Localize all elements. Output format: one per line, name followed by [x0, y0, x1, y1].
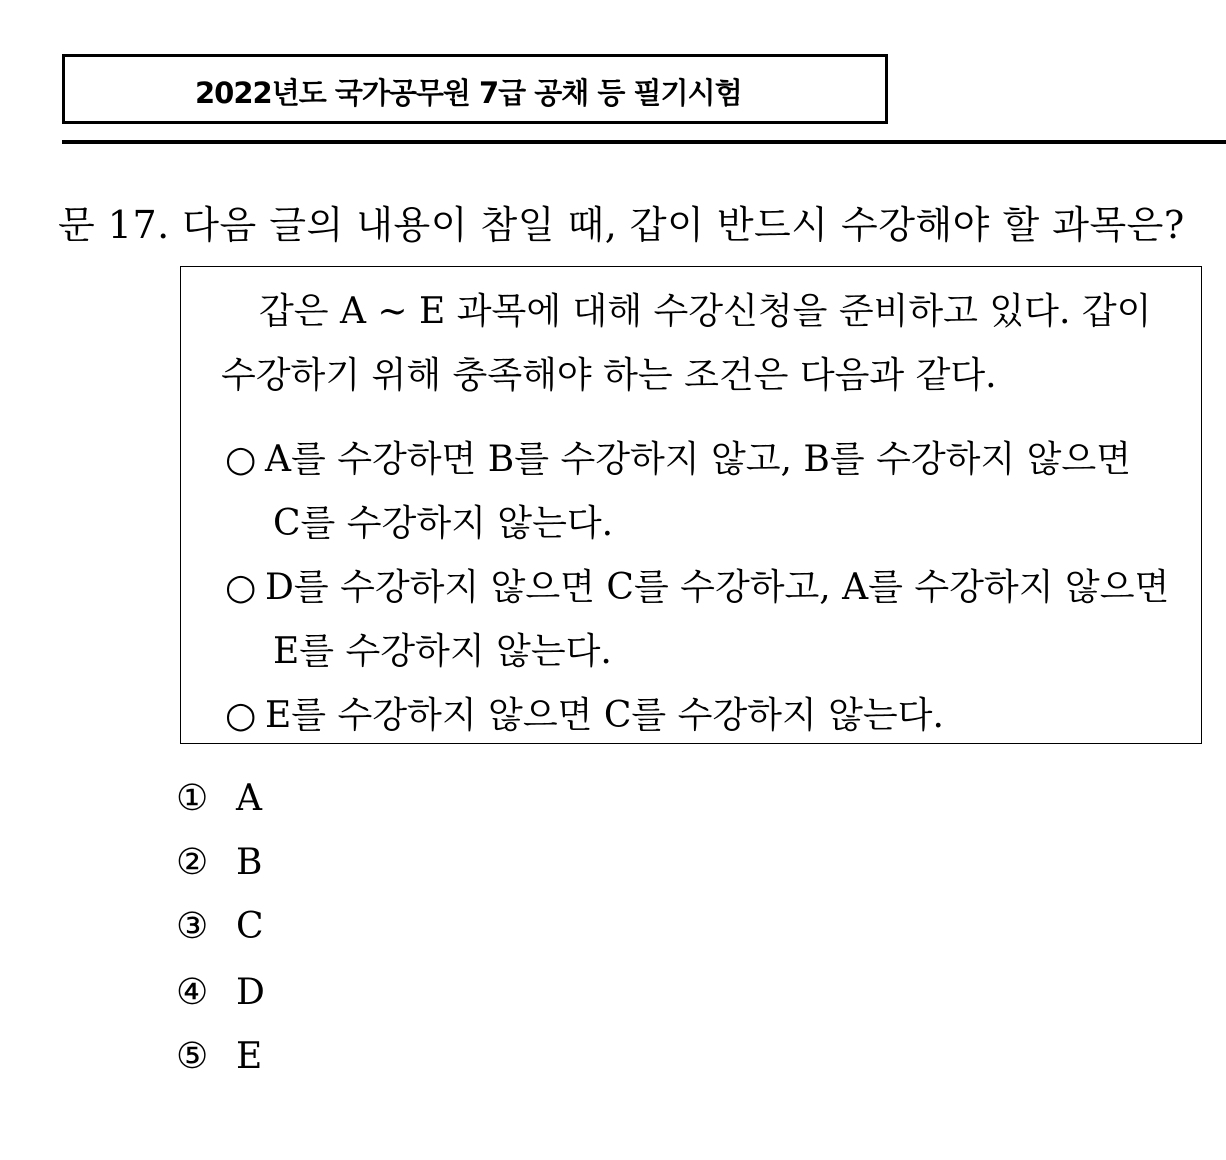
- option-label: A: [236, 778, 262, 819]
- condition-2-line-2: E를 수강하지 않는다.: [273, 631, 612, 672]
- option-number: ③: [176, 906, 209, 947]
- condition-3-text: E를 수강하지 않으면 C를 수강하지 않는다.: [265, 695, 944, 736]
- option-label: B: [236, 842, 263, 883]
- circle-bullet-icon: ○: [225, 695, 257, 736]
- condition-2-line-1: [225, 559, 1169, 610]
- header-divider: [62, 140, 1226, 144]
- answer-option-2[interactable]: [176, 842, 262, 883]
- exam-header-box: [62, 54, 888, 124]
- condition-2-text: D를 수강하지 않으면 C를 수강하고, A를 수강하지 않으면: [265, 567, 1170, 608]
- option-label: D: [236, 972, 265, 1013]
- answer-option-1[interactable]: [176, 778, 262, 819]
- circle-bullet-icon: ○: [225, 439, 257, 480]
- exam-title: 2022년도 국가공무원 7급 공채 등 필기시험: [195, 76, 742, 110]
- passage-intro-line-1: 갑은 A ~ E 과목에 대해 수강신청을 준비하고 있다. 갑이: [259, 291, 1152, 332]
- option-label: C: [236, 906, 264, 947]
- condition-1-line-1: [225, 431, 1131, 482]
- question-text: 문 17. 다음 글의 내용이 참일 때, 갑이 반드시 수강해야 할 과목은?: [58, 203, 1185, 247]
- option-number: ①: [176, 778, 209, 819]
- option-number: ②: [176, 842, 209, 883]
- passage-intro-line-2: 수강하기 위해 충족해야 하는 조건은 다음과 같다.: [221, 355, 997, 396]
- option-number: ④: [176, 972, 209, 1013]
- condition-1-line-2: C를 수강하지 않는다.: [273, 503, 614, 544]
- answer-option-4[interactable]: [176, 972, 265, 1013]
- condition-1-text: A를 수강하면 B를 수강하지 않고, B를 수강하지 않으면: [265, 439, 1131, 480]
- condition-3-line-1: [225, 687, 944, 738]
- answer-option-3[interactable]: [176, 906, 264, 947]
- answer-option-5[interactable]: [176, 1036, 262, 1077]
- option-label: E: [236, 1036, 263, 1077]
- passage-box: [180, 266, 1202, 744]
- option-number: ⑤: [176, 1036, 209, 1077]
- circle-bullet-icon: ○: [225, 567, 257, 608]
